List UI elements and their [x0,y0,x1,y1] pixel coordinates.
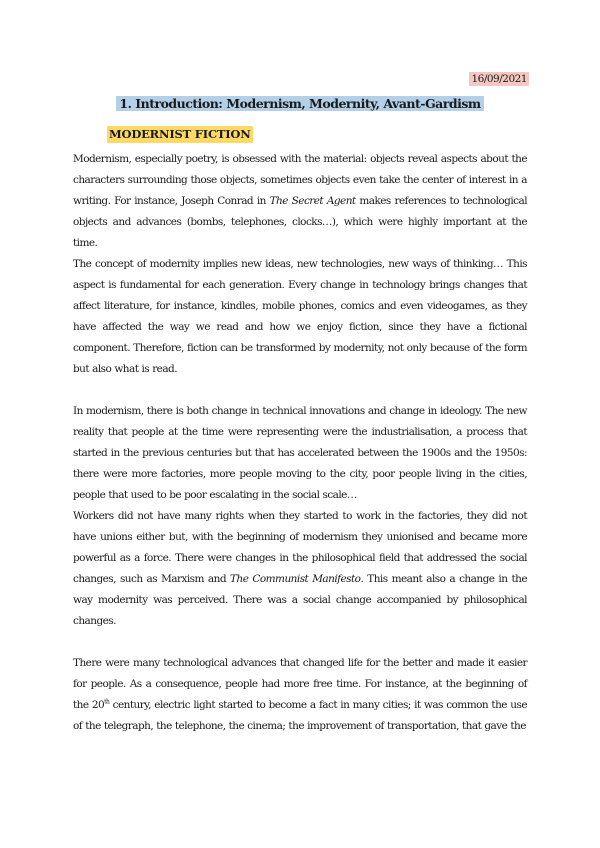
book-title: The Communist Manifesto [230,573,361,585]
paragraph-5: There were many technological advances that changed life for the better and made it easier for people. As a consequence, people had more free time. For instance, at the beginning of the 20th century, electric light started to become a fact in many cities; it was common the use of the telegraph, the telephone, the cinema; the improvement of transportation, that gave the [73,657,527,732]
ordinal-suffix: th [104,698,110,706]
body-text [73,149,527,737]
paragraph-4: Workers did not have many rights when they started to work in the factories, they did not have unions either but, with the beginning of modernism they unionised and became more powerful as a force. There were changes in the philosophical field that addressed the social changes, such as Marxism and The Communist Manifesto. This meant also a change in the way modernity was perceived. There was a social change accompanied by philosophical changes. [73,510,527,627]
section-heading: MODERNIST FICTION [109,127,251,141]
title-line [0,93,600,113]
paragraph-1: Modernism, especially poetry, is obsessed with the material: objects reveal aspects about the characters surrounding those objects, sometimes objects even take the center of interest in a writing. For instance, Joseph Conrad in The Secret Agent makes references to technological objects and advances (bombs, telephones, clocks…), which were highly important at the time. [73,153,527,249]
paragraph-2: The concept of modernity implies new ideas, new technologies, new ways of thinking… This aspect is fundamental for each generation. Every change in technology brings changes that affect literature, for instance, kindles, mobile phones, comics and even videogames, as they have affected the way we read and how we enjoy fiction, since they have a fictional component. Therefore, fiction can be transformed by modernity, not only because of the form but also what is read. [73,258,527,375]
document-title: 1. Introduction: Modernism, Modernity, Avant-Gardism [116,96,483,111]
book-title: The Secret Agent [269,195,356,207]
paragraph-3: In modernism, there is both change in technical innovations and change in ideology. The new reality that people at the time were representing were the industrialisation, a process that started in the previous centuries but that has accelerated between the 1900s and the 1950s: there were more factories, more people moving to the city, poor people living in the cities, people that used to be poor escalating in the social scale… [73,405,527,501]
date-label: 16/09/2021 [471,73,527,85]
